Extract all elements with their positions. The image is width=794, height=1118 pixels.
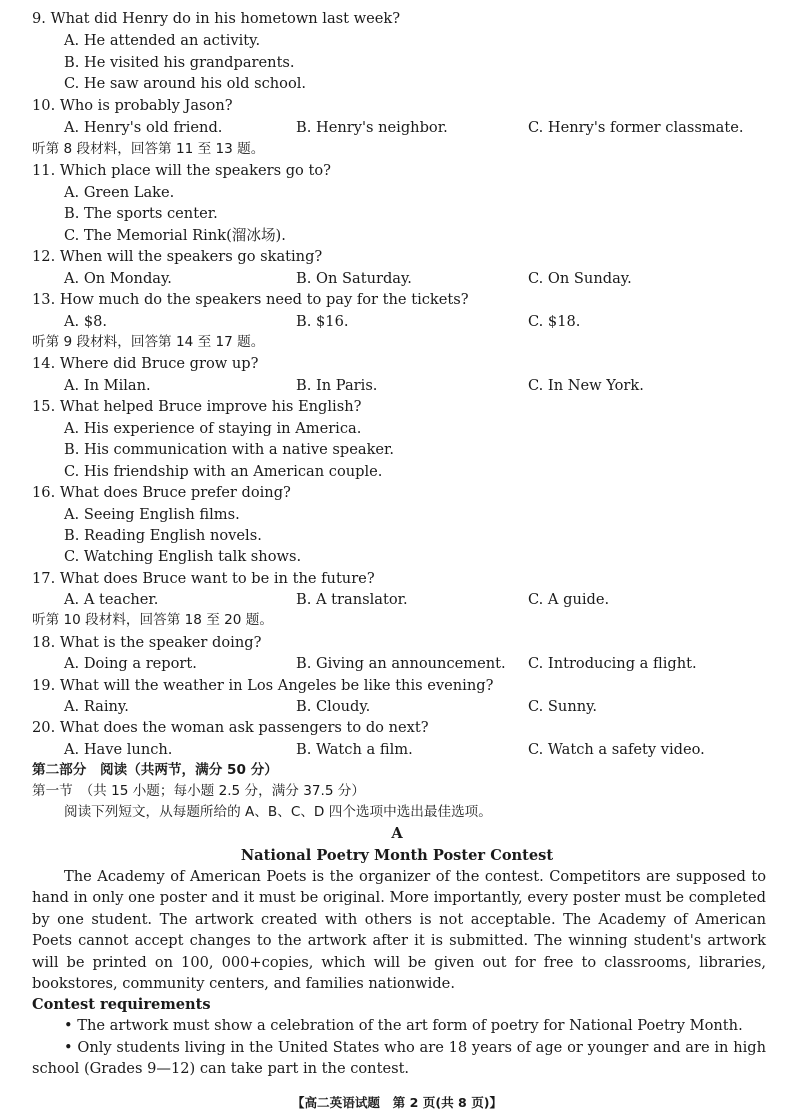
question-9: 9. What did Henry do in his hometown last week? — [32, 10, 401, 27]
option-row: A. In Milan. B. In Paris. C. In New York. — [64, 377, 644, 394]
option: C. Watching English talk shows. — [64, 548, 302, 565]
option: B. The sports center. — [64, 205, 218, 222]
option: C. He saw around his old school. — [64, 75, 307, 92]
section-header: 听第 9 段材料，回答第 14 至 17 题。 — [32, 334, 265, 350]
requirements-heading: Contest requirements — [32, 996, 211, 1013]
option: B. He visited his grandparents. — [64, 54, 295, 71]
page-footer: 【高二英语试题 第 2 页(共 8 页)】 — [291, 1095, 503, 1110]
question-12: 12. When will the speakers go skating? — [32, 248, 323, 265]
option-row: A. Doing a report. B. Giving an announcement. C. Introducing a flight. — [64, 655, 697, 672]
question-11: 11. Which place will the speakers go to? — [32, 162, 331, 179]
question-19: 19. What will the weather in Los Angeles be like this evening? — [32, 677, 494, 694]
section-title: 第一节 （共 15 小题；每小题 2.5 分，满分 37.5 分） — [32, 783, 365, 799]
option-row: A. $8. B. $16. C. $18. — [64, 313, 581, 330]
question-10: 10. Who is probably Jason? — [32, 97, 233, 114]
question-15: 15. What helped Bruce improve his English? — [32, 398, 362, 415]
requirement-item: • The artwork must show a celebration of the art form of poetry for National Poetry Month. — [64, 1017, 743, 1034]
option: C. His friendship with an American couple. — [64, 463, 383, 480]
option-row: A. A teacher. B. A translator. C. A guide. — [64, 591, 610, 608]
question-14: 14. Where did Bruce grow up? — [32, 355, 259, 372]
passage-paragraph: The Academy of American Poets is the organizer of the contest. Competitors are supposed to hand in only one poster and it must be original. More importantly, every poster must be completed by one student. The artwork created with others is not acceptable. The Academy of American Poets cannot accept changes to the artwork after it is submitted. The winning student's artwork will be printed on 100, 000+copies, which will be given out for free to classrooms, libraries, bookstores, community centers, and families nationwide. — [32, 868, 766, 993]
question-20: 20. What does the woman ask passengers to do next? — [32, 719, 429, 736]
option: A. His experience of staying in America. — [64, 420, 362, 437]
option-row: A. Henry's old friend. B. Henry's neighbor. C. Henry's former classmate. — [64, 119, 744, 136]
question-17: 17. What does Bruce want to be in the future? — [32, 570, 375, 587]
instruction: 阅读下列短文，从每题所给的 A、B、C、D 四个选项中选出最佳选项。 — [64, 804, 492, 820]
option-row: A. Have lunch. B. Watch a film. C. Watch a safety video. — [64, 741, 705, 758]
question-16: 16. What does Bruce prefer doing? — [32, 484, 291, 501]
passage-title: National Poetry Month Poster Contest — [240, 847, 554, 864]
section-header: 听第 8 段材料，回答第 11 至 13 题。 — [32, 141, 265, 157]
option-row: A. On Monday. B. On Saturday. C. On Sunday. — [64, 270, 632, 287]
option: B. His communication with a native speaker. — [64, 441, 395, 458]
section-header: 听第 10 段材料，回答第 18 至 20 题。 — [32, 612, 273, 628]
passage-letter: A — [391, 825, 403, 842]
question-13: 13. How much do the speakers need to pay for the tickets? — [32, 291, 469, 308]
option: A. He attended an activity. — [64, 32, 261, 49]
option-row: A. Rainy. B. Cloudy. C. Sunny. — [64, 698, 598, 715]
question-18: 18. What is the speaker doing? — [32, 634, 262, 651]
option: A. Green Lake. — [64, 184, 175, 201]
requirement-item: • Only students living in the United States who are 18 years of age or younger and are in high school (Grades 9—12) can take part in the contest. — [32, 1039, 766, 1078]
part-title: 第二部分 阅读（共两节，满分 50 分） — [32, 762, 278, 778]
option: B. Reading English novels. — [64, 527, 262, 544]
option: C. The Memorial Rink(溜冰场). — [64, 227, 286, 244]
option: A. Seeing English films. — [64, 506, 240, 523]
